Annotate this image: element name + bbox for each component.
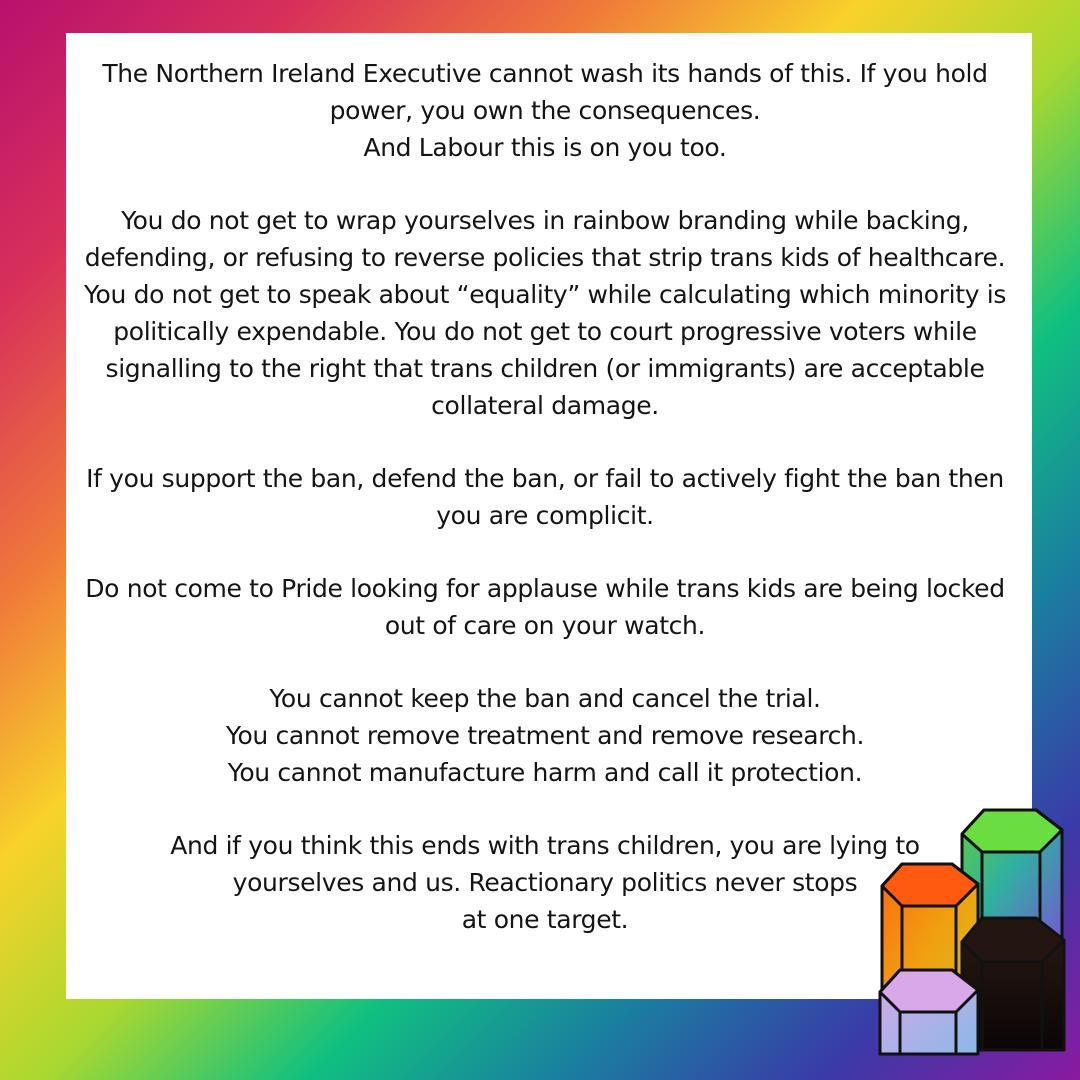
- paragraph-4: [66, 570, 1024, 644]
- text-line: And if you think this ends with trans children, you are lying to: [170, 831, 920, 860]
- text-line: If you support the ban, defend the ban, or fail to actively fight the ban then: [86, 464, 1004, 493]
- rainbow-hexagonal-prisms-icon: [876, 806, 1076, 1064]
- text-line: Do not come to Pride looking for applause while trans kids are being locked: [85, 574, 1005, 603]
- text-line: The Northern Ireland Executive cannot wash its hands of this. If you hold: [102, 59, 988, 88]
- text-line: You do not get to speak about “equality” while calculating which minority is: [83, 280, 1007, 309]
- text-line: You cannot remove treatment and remove research.: [225, 721, 865, 750]
- text-line: you are complicit.: [436, 501, 654, 530]
- text-line: power, you own the consequences.: [329, 96, 761, 125]
- text-line: You cannot keep the ban and cancel the trial.: [269, 684, 821, 713]
- paragraph-1: [66, 55, 1024, 166]
- text-line: defending, or refusing to reverse policies that strip trans kids of healthcare.: [84, 243, 1006, 272]
- text-line: And Labour this is on you too.: [363, 133, 727, 162]
- paragraph-3: [66, 460, 1024, 534]
- text-line: signalling to the right that trans children (or immigrants) are acceptable: [105, 354, 985, 383]
- text-line: collateral damage.: [431, 391, 659, 420]
- paragraph-5: [66, 680, 1024, 791]
- text-line: yourselves and us. Reactionary politics never stops: [232, 868, 858, 897]
- text-line: You cannot manufacture harm and call it protection.: [227, 758, 863, 787]
- text-line: out of care on your watch.: [384, 611, 706, 640]
- text-line: You do not get to wrap yourselves in rainbow branding while backing,: [121, 206, 969, 235]
- paragraph-2: [66, 202, 1024, 424]
- text-line: at one target.: [461, 905, 629, 934]
- text-line: politically expendable. You do not get to court progressive voters while: [113, 317, 977, 346]
